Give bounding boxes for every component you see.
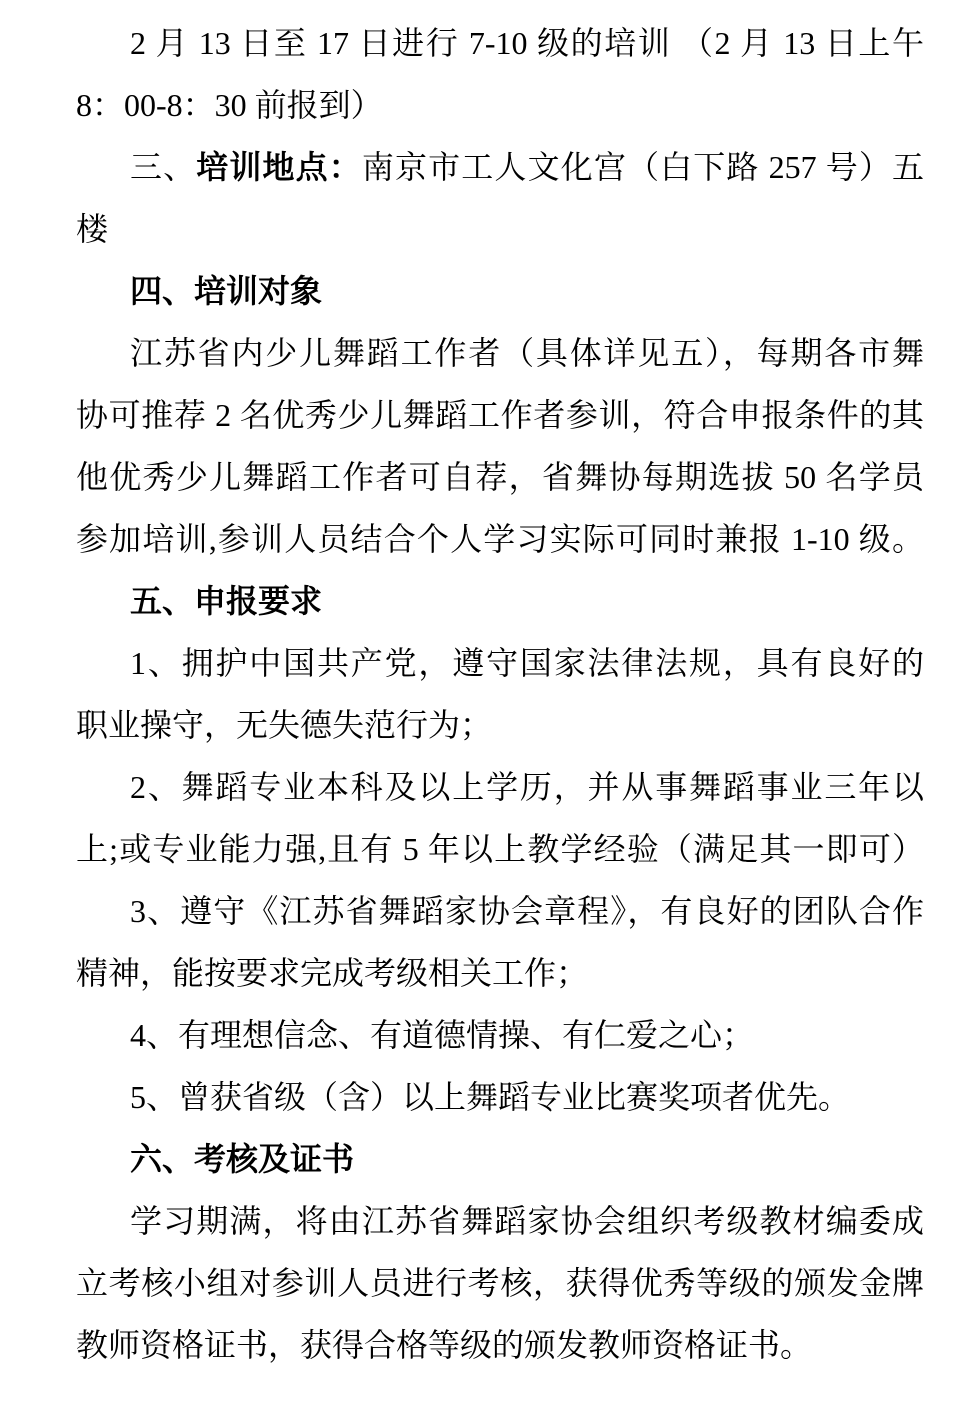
text-segment: 学习期满，将由江苏省舞蹈家协会组织考级教材编委成 [130,1203,924,1239]
section-number: 三、 [130,149,197,185]
text-segment: 江苏省内少儿舞蹈工作者（具体详见五），每期各市舞 [130,335,924,371]
heading-section-five-application-requirements [76,570,924,632]
para-requirement-5 [76,1066,924,1128]
para-assessment-line-2 [76,1252,924,1314]
para-requirement-3-line-2 [76,942,924,1004]
heading-section-four-training-target [76,260,924,322]
para-training-location-line-1 [76,136,924,198]
text-segment: 精神，能按要求完成考级相关工作； [76,955,589,991]
text-segment: 1、拥护中国共产党，遵守国家法律法规，具有良好的 [130,645,924,681]
para-requirement-2-line-1 [76,756,924,818]
text-segment: 教师资格证书，获得合格等级的颁发教师资格证书。 [76,1327,813,1363]
para-training-schedule-line-2 [76,74,924,136]
text-segment: 3、遵守《江苏省舞蹈家协会章程》，有良好的团队合作 [130,893,924,929]
para-training-location-line-2 [76,198,924,260]
para-assessment-line-1 [76,1190,924,1252]
text-segment: 职业操守，无失德失范行为； [76,707,493,743]
text-segment: 上;或专业能力强,且有 5 年以上教学经验（满足其一即可） [76,831,924,867]
location-text: 南京市工人文化宫（白下路 257 号）五 [361,149,924,185]
text-segment: 2 月 13 日至 17 日进行 7-10 级的培训 （2 月 13 日上午 [130,25,924,61]
text-segment: 楼 [76,211,109,247]
para-requirement-2-line-2 [76,818,924,880]
para-requirement-1-line-2 [76,694,924,756]
heading-text: 六、考核及证书 [130,1141,355,1177]
para-requirement-4 [76,1004,924,1066]
text-segment: 8：00-8：30 前报到） [76,87,383,123]
heading-text: 四、培训对象 [130,273,323,309]
para-training-target-line-3 [76,446,924,508]
text-segment: 参加培训,参训人员结合个人学习实际可同时兼报 1-10 级。 [76,521,924,557]
para-assessment-line-3 [76,1314,924,1376]
para-training-target-line-1 [76,322,924,384]
text-segment: 2、舞蹈专业本科及以上学历，并从事舞蹈事业三年以 [130,769,924,805]
text-segment: 立考核小组对参训人员进行考核，获得优秀等级的颁发金牌 [76,1265,924,1301]
heading-section-six-assessment-certificate [76,1128,924,1190]
heading-text: 五、申报要求 [130,583,323,619]
text-segment: 协可推荐 2 名优秀少儿舞蹈工作者参训，符合申报条件的其 [76,397,924,433]
section-label-training-location: 培训地点： [196,149,362,185]
text-segment: 5、曾获省级（含）以上舞蹈专业比赛奖项者优先。 [130,1079,851,1115]
para-requirement-3-line-1 [76,880,924,942]
para-training-target-line-4 [76,508,924,570]
para-training-schedule-line-1 [76,12,924,74]
para-requirement-1-line-1 [76,632,924,694]
para-training-target-line-2 [76,384,924,446]
text-segment: 他优秀少儿舞蹈工作者可自荐，省舞协每期选拔 50 名学员 [76,459,924,495]
text-segment: 4、有理想信念、有道德情操、有仁爱之心； [130,1017,755,1053]
